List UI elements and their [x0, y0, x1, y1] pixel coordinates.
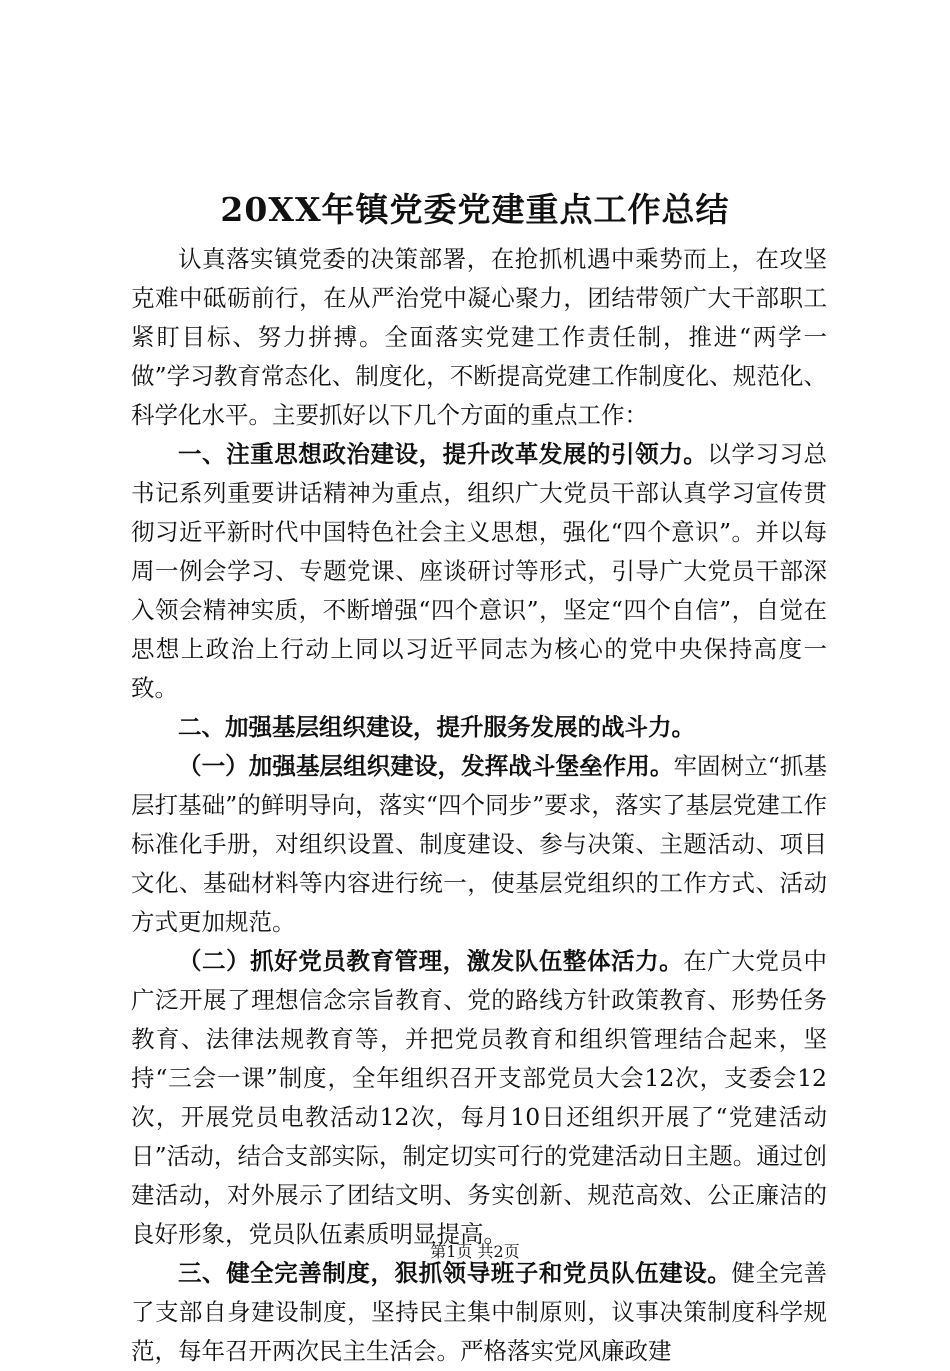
paragraph-section-1	[131, 435, 827, 708]
paragraph-heading: 一、注重思想政治建设，提升改革发展的引领力。	[178, 440, 708, 468]
page-footer: 第1页 共2页	[430, 1242, 520, 1261]
paragraph-heading: （一）加强基层组织建设，发挥战斗堡垒作用。	[178, 752, 674, 780]
paragraph-text: 在广大党员中广泛开展了理想信念宗旨教育、党的路线方针政策教育、形势任务教育、法律法规教育等，并把党员教育和组织管理结合起来，坚持“三会一课”制度，全年组织召开支部党员大会12次，支委会12次，开展党员电教活动12次，每月10日还组织开展了“党建活动日”活动，结合支部实际，制定切实可行的党建活动日主题。通过创建活动，对外展示了团结文明、务实创新、规范高效、公正廉洁的良好形象，党员队伍素质明显提高。	[131, 947, 828, 1248]
paragraph-section-3	[131, 1254, 827, 1371]
paragraph-intro	[131, 240, 827, 435]
paragraph-text: 认真落实镇党委的决策部署，在抢抓机遇中乘势而上，在攻坚克难中砥砺前行，在从严治党中凝心聚力，团结带领广大干部职工紧盯目标、努力拼搏。全面落实党建工作责任制，推进“两学一做”学习教育常态化、制度化，不断提高党建工作制度化、规范化、科学化水平。主要抓好以下几个方面的重点工作：	[131, 245, 827, 429]
paragraph-text: 以学习习总书记系列重要讲话精神为重点，组织广大党员干部认真学习宣传贯彻习近平新时代中国特色社会主义思想，强化“四个意识”。并以每周一例会学习、专题党课、座谈研讨等形式，引导广大党员干部深入领会精神实质，不断增强“四个意识”，坚定“四个自信”，自觉在思想上政治上行动上同以习近平同志为核心的党中央保持高度一致。	[131, 440, 828, 702]
document-title: 20XX年镇党委党建重点工作总结	[220, 190, 730, 229]
paragraph-section-2-2	[131, 942, 827, 1254]
document-body	[131, 240, 827, 1371]
paragraph-heading: （二）抓好党员教育管理，激发队伍整体活力。	[178, 947, 684, 975]
paragraph-text: 牢固树立“抓基层打基础”的鲜明导向，落实“四个同步”要求，落实了基层党建工作标准化手册，对组织设置、制度建设、参与决策、主题活动、项目文化、基础材料等内容进行统一，使基层党组织的工作方式、活动方式更加规范。	[131, 752, 828, 936]
paragraph-section-2	[131, 708, 827, 747]
paragraph-heading: 二、加强基层组织建设，提升服务发展的战斗力。	[178, 713, 695, 741]
paragraph-heading: 三、健全完善制度，狠抓领导班子和党员队伍建设。	[178, 1259, 732, 1287]
paragraph-text: 健全完善了支部自身建设制度，坚持民主集中制原则，议事决策制度科学规范，每年召开两次民主生活会。严格落实党风廉政建	[131, 1259, 828, 1365]
paragraph-section-2-1	[131, 747, 827, 942]
